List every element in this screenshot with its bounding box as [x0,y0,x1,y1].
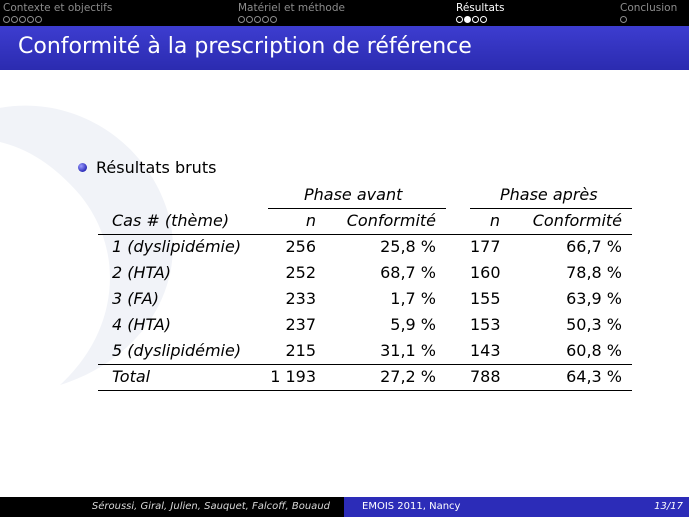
frame-title: Conformité à la prescription de référence [18,34,472,59]
bullet-icon [78,163,87,172]
table-header-row [98,208,632,234]
nav-section-label[interactable]: Conclusion [620,2,678,14]
nav-section-conclusion[interactable] [620,2,677,24]
frame-title-bar [0,26,689,70]
frame-dot[interactable] [262,16,269,23]
table-row [98,260,632,286]
footer-conference-box [344,497,689,517]
cell-n-apres: 155 [470,289,501,308]
cell-n-avant: 237 [285,315,316,334]
cell-n-avant: 233 [285,289,316,308]
table-row [98,234,632,260]
bullet-item [78,158,216,177]
cell-n-avant: 252 [285,263,316,282]
table-row [98,286,632,312]
cell-case: 3 (FA) [112,289,159,308]
cell-total-conformite-apres: 64,3 % [566,367,622,386]
group-header-phase-avant: Phase avant [304,185,403,204]
header-cas: Cas # (thème) [112,211,230,230]
nav-section-label[interactable]: Résultats [456,2,505,14]
header-n-avant: n [305,211,316,230]
nav-section-label[interactable]: Matériel et méthode [238,2,345,14]
frame-dot[interactable] [254,16,261,23]
footer-authors: Séroussi, Giral, Julien, Sauquet, Falcoff, Bouaud [91,501,330,512]
nav-section-contexte[interactable] [3,2,112,24]
cell-n-avant: 256 [285,237,316,256]
header-conformite-apres: Conformité [532,211,622,230]
nav-section-materiel[interactable] [238,2,345,24]
frame-dot[interactable] [246,16,253,23]
frame-dot[interactable] [620,16,627,23]
cell-conformite-avant: 5,9 % [390,315,436,334]
footer-authors-box [0,497,344,517]
bullet-text: Résultats bruts [96,158,217,177]
frame-dot[interactable] [3,16,10,23]
frame-dot[interactable] [270,16,277,23]
table-row [98,312,632,338]
frame-dot[interactable] [238,16,245,23]
cell-case: 4 (HTA) [112,315,172,334]
cell-n-apres: 143 [470,341,501,360]
cell-conformite-avant: 31,1 % [380,341,436,360]
frame-dot[interactable] [19,16,26,23]
cell-total-conformite-avant: 27,2 % [380,367,436,386]
nav-section-resultats[interactable] [456,2,504,24]
cell-total-n-avant: 1 193 [270,367,316,386]
table-row [98,338,632,364]
table-total-row [98,364,632,390]
cell-n-apres: 153 [470,315,501,334]
frame-dot[interactable] [472,16,479,23]
cell-total-n-apres: 788 [470,367,501,386]
group-header-phase-apres: Phase après [500,185,598,204]
cell-conformite-apres: 66,7 % [566,237,622,256]
frame-dot[interactable] [456,16,463,23]
nav-frame-dots [238,16,345,24]
cell-conformite-avant: 25,8 % [380,237,436,256]
frame-dot[interactable] [11,16,18,23]
cell-conformite-apres: 78,8 % [566,263,622,282]
table-group-header-row [98,182,632,208]
frame-dot[interactable] [35,16,42,23]
cell-case: 1 (dyslipidémie) [112,237,242,256]
frame-dot[interactable] [27,16,34,23]
cell-conformite-apres: 50,3 % [566,315,622,334]
nav-section-label[interactable]: Contexte et objectifs [3,2,113,14]
nav-frame-dots [620,16,677,24]
frame-dot[interactable] [480,16,487,23]
cell-case: 5 (dyslipidémie) [112,341,242,360]
bottom-rule [98,390,632,391]
results-table [98,182,632,390]
nav-frame-dots [456,16,504,24]
cell-n-avant: 215 [285,341,316,360]
cell-case: 2 (HTA) [112,263,172,282]
header-conformite-avant: Conformité [346,211,436,230]
cell-conformite-apres: 60,8 % [566,341,622,360]
footer-conference: EMOIS 2011, Nancy [362,501,461,512]
cell-conformite-avant: 68,7 % [380,263,436,282]
nav-frame-dots [3,16,112,24]
section-navigation-bar [0,0,689,26]
cell-conformite-avant: 1,7 % [390,289,436,308]
header-n-apres: n [489,211,500,230]
cell-n-apres: 160 [470,263,501,282]
frame-dot-current[interactable] [464,16,471,23]
cell-total-label: Total [112,367,151,386]
cell-conformite-apres: 63,9 % [566,289,622,308]
cell-n-apres: 177 [470,237,501,256]
footer-page-number: 13/17 [654,501,683,512]
